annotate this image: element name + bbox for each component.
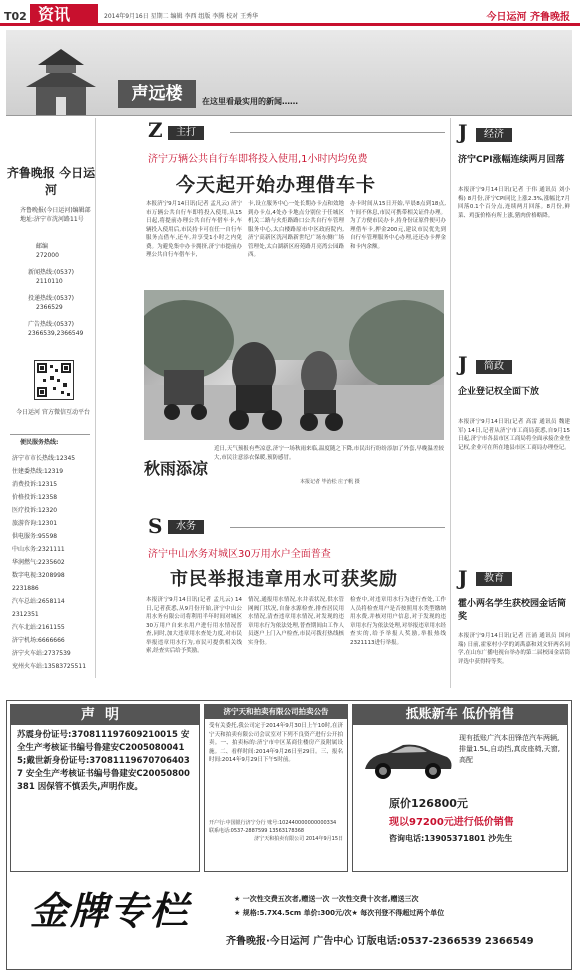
hotline-item: 华润燃气:2235602 [12, 559, 65, 566]
article1-headline: 今天起开始办理借车卡 [176, 174, 377, 196]
hotline-item: 兖州火车站:13583725511 [12, 663, 87, 670]
eco-title: 济宁CPI涨幅连续两月回落 [458, 155, 565, 165]
tower-illustration [16, 45, 106, 115]
header-meta: 2014年9月16日 星期二 编辑 李西 组版 李腾 校对 王秀华 [104, 13, 259, 20]
hotlines-title: 便民服务热线: [20, 439, 59, 446]
hotline-item: 中山水务:2321111 [12, 546, 65, 553]
kicker-rule [230, 527, 445, 528]
hotline-item: 消费投诉:12315 [12, 481, 58, 488]
banner-title: 声远楼 [118, 80, 196, 108]
hotline-item: 旅游咨询:12301 [12, 520, 58, 527]
jinpai-promo-1: ★ 一次性交费五次者,赠送一次 一次性交费十次者,赠送三次 [234, 895, 419, 903]
kicker-water: 水务 [168, 520, 204, 534]
auction-sign: 济宁天和拍卖有限公司 2014年9月15日 [254, 836, 343, 842]
car-head: 抵账新车 低价销售 [353, 705, 567, 725]
postcode: 272000 [36, 252, 59, 259]
hotline-item: 供电服务:95598 [12, 533, 58, 540]
car-price: 原价126800元 [389, 797, 468, 810]
article1-subtitle: 济宁万辆公共自行车即将投入使用,1小时内均免费 [148, 154, 368, 165]
editorial-address: 齐鲁晚报(今日运河)编辑部地址:济宁市洸河路11号 [20, 207, 91, 223]
hotline-item: 数字电视:3208998 [12, 572, 65, 579]
kicker-education: 教育 [476, 572, 512, 586]
hotline-item: 济宁市市长热线:12345 [12, 455, 76, 462]
section-label: 资讯 [30, 4, 98, 26]
ad-tel-label: 广告热线:(0537) [28, 321, 74, 328]
ad-footer: 齐鲁晚报·今日运河 广告中心 订版电话:0537-2366539 2366549 [226, 936, 534, 947]
auction-text: 受有关委托,我公司定于2014年9月30日上午10时,在济宁天和拍卖有限公司会议室对下列不良资产进行公开拍卖。一、拍卖标的:济宁市中区某商住楼房产及附属设施。二、看样时间:2014年9月26日至29日。三、报名时间:2014年9月29日下午5时前。 [209, 723, 343, 763]
article2-col3: 检查中,对违章用水行为进行查处,工作人员将检查用户是否按照用水类型缴纳用水费,并核对用户信息,对于发现的违章用水行为依法处理,对举报违章用水经查实的,给予举报人奖励,举报热线2321113进行举报。 [350, 597, 446, 646]
hotline-item: 汽车总站:2658114 [12, 598, 65, 605]
jinpai-logo: 金牌专栏 [30, 888, 191, 933]
section-letter-j-edu: J [458, 566, 468, 590]
kicker-economy: 经济 [476, 128, 512, 142]
hotline-item: 济宁机场:6666666 [12, 637, 65, 644]
scooter-riders-image [144, 290, 444, 440]
gov-title: 企业登记权全面下放 [458, 387, 540, 397]
column-divider [450, 118, 451, 688]
hotline-item: 住建委热线:12319 [12, 468, 64, 475]
auction-bank: 开户行:中国银行济宁分行 账号:102440000000000334 [209, 820, 337, 826]
car-sale-ad [352, 704, 568, 872]
kicker-main: 主打 [168, 126, 204, 140]
article1-col3: 办卡时间从15日开始,早晨8点到18点,午间不休息,市民可携带相关证件办理。为了方便市民办卡,持身份证原件便可办理借车卡,押金200元,建议市民优先到自行车管理服务中心办理,还还办卡押金和卡内余额。 [350, 201, 446, 250]
section-letter-s: S [148, 514, 163, 538]
hotline-item: 济宁火车站:2737539 [12, 650, 71, 657]
car-image [359, 735, 455, 785]
masthead-logo: 齐鲁晚报 今日运河 [6, 166, 96, 197]
divider [10, 434, 90, 435]
edu-text: 本报济宁9月14日讯(记者 汪涌 通讯员 国向瑞) 日前,霍家村小学的刘禹嘉和刘文轩两名同学,在山东广播电视台举办的第二届校园金话筒评选中获得特等奖。 [458, 633, 570, 665]
statement-head: 声明 [11, 705, 199, 725]
hotlines-list [12, 452, 96, 673]
car-tel: 咨询电话:13905371801 沙先生 [389, 834, 513, 843]
hotline-item: 2312351 [12, 611, 39, 618]
photo-caption-title: 秋雨添凉 [144, 459, 209, 478]
qr-code [34, 360, 74, 400]
dist-tel: 2366529 [36, 304, 63, 311]
left-column [6, 118, 96, 678]
edu-title: 霍小两名学生获校园金话筒奖 [458, 599, 567, 622]
kicker-rule [230, 132, 445, 133]
auction-head: 济宁天和拍卖有限公司拍卖公告 [205, 705, 347, 719]
article2-col2: 情况,通报用水情况,水井表状况,供水管网阀门状况,自备水源检查,排查居民用水情况,清查违章用水情况,对发现的违章用水行为依法处理,普查期间由工作人员逐户上门入户检查,市民可拨打热线核实身份。 [248, 597, 344, 646]
photo-caption: 近日,天气预报有些凉意,济宁一场秋雨来临,温度随之下降,市民出行纷纷添加了外套,早晚温差较大,市民注意添衣保暖,预防感冒。 [214, 446, 444, 461]
hotline-item: 2231886 [12, 585, 39, 592]
statement-ad [10, 704, 200, 872]
news-tel: 2110110 [36, 278, 63, 285]
news-tel-label: 新闻热线:(0537) [28, 269, 74, 276]
car-body: 现有抵账广汽本田锋范汽车两辆,排量1.5L,自动挡,真皮座椅,天窗,高配 [459, 734, 560, 764]
hotline-item: 价格投诉:12358 [12, 494, 58, 501]
article1-col2: 卡,设立服务中心一处长期办卡点和效地到办卡点,4处办卡地点分别位于任城区机关二路与火炬路路口公共自行车管理服务中心,太白楼路原市中区政府院内,济宁高新区洸河路新世纪广场东侧广场管理处,太白湖新区府苑路月亮湾公园路西。 [248, 201, 344, 258]
section-letter-j-eco: J [458, 120, 468, 144]
eco-text: 本报济宁9月14日讯(记者 于伟 通讯员 刘小梅) 8月份,济宁CPI同比上涨2.3%,涨幅比7月回落0.1个百分点,连续两月回落。8月份,鲜菜、鸡蛋价格有所上涨,猪肉价格略降。 [458, 187, 570, 219]
section-letter-z: Z [148, 118, 163, 142]
auction-contact: 联系电话:0537-2887599 13563178368 [209, 828, 305, 834]
car-now-price: 现以97200元进行低价销售 [389, 817, 514, 828]
page-number: T02 [4, 10, 27, 23]
gov-text: 本报济宁9月14日讯(记者 高雷 通讯员 魏建军) 14日,记者从济宁市工商局获悉,自9月15日起,济宁市各县市区工商局将全面承接企业登记权,企业可在所在地县市区工商局办理登记。 [458, 419, 570, 451]
postcode-label: 邮编 [36, 243, 49, 250]
banner [6, 30, 572, 116]
dist-tel-label: 投递热线:(0537) [28, 295, 74, 302]
article2-subtitle: 济宁中山水务对城区30万用水户全面普查 [148, 549, 331, 560]
statement-text: 苏震身份证号:370811197609210015 安全生产考核证书编号鲁建安C20050800415;戴世新身份证号:370811196707064037 安全生产考核证书编号鲁建安C20050800381 因保管不慎丢失,声明作废。 [17, 730, 190, 792]
header-brand: 今日运河 齐鲁晚报 [486, 12, 570, 23]
ad-tel: 2366539,2366549 [28, 330, 84, 337]
hotline-item: 医疗投诉:12320 [12, 507, 58, 514]
photo-autumn-rain [144, 290, 444, 440]
article2-headline: 市民举报违章用水可获奖励 [170, 569, 398, 590]
article1-col1: 本报济宁9月14日讯(记者 孟凡云) 济宁市万辆公共自行车即将投入使用,从15日起,将提前办理公共自行车借车卡,车辆投入使用后,市民持卡可在任一自行车服务点借车,还车,并享受1小时之内免费。为避免集中办卡拥挤,济宁市提前办理公共自行车借车卡, [146, 201, 242, 258]
section-letter-j-gov: J [458, 352, 468, 376]
kicker-government: 简政 [476, 360, 512, 374]
wechat-caption: 今日运河 官方微信互动平台 [16, 409, 90, 416]
auction-ad [204, 704, 348, 872]
photo-credit: 本报记者 毕治松 庄子帆 摄 [300, 479, 360, 485]
article2-col1: 本报济宁9月14日讯(记者 孟凡云) 14日,记者获悉,从9月份开始,济宁中山公用水务有限公司将利用半年时间对城区30万用户自来水用户进行用水情况普查,同时,加大违章用水查处力度,对市民举报违章用水行为,市民可提供相关线索,经查实后给予奖励。 [146, 597, 242, 654]
banner-subtitle: 在这里看最实用的新闻…… [202, 97, 298, 106]
jinpai-promo-2: ★ 规格:5.7X4.5cm 单价:300元/次★ 每次刊登不得超过两个单位 [234, 909, 445, 917]
hotline-item: 汽车北站:2161155 [12, 624, 65, 631]
